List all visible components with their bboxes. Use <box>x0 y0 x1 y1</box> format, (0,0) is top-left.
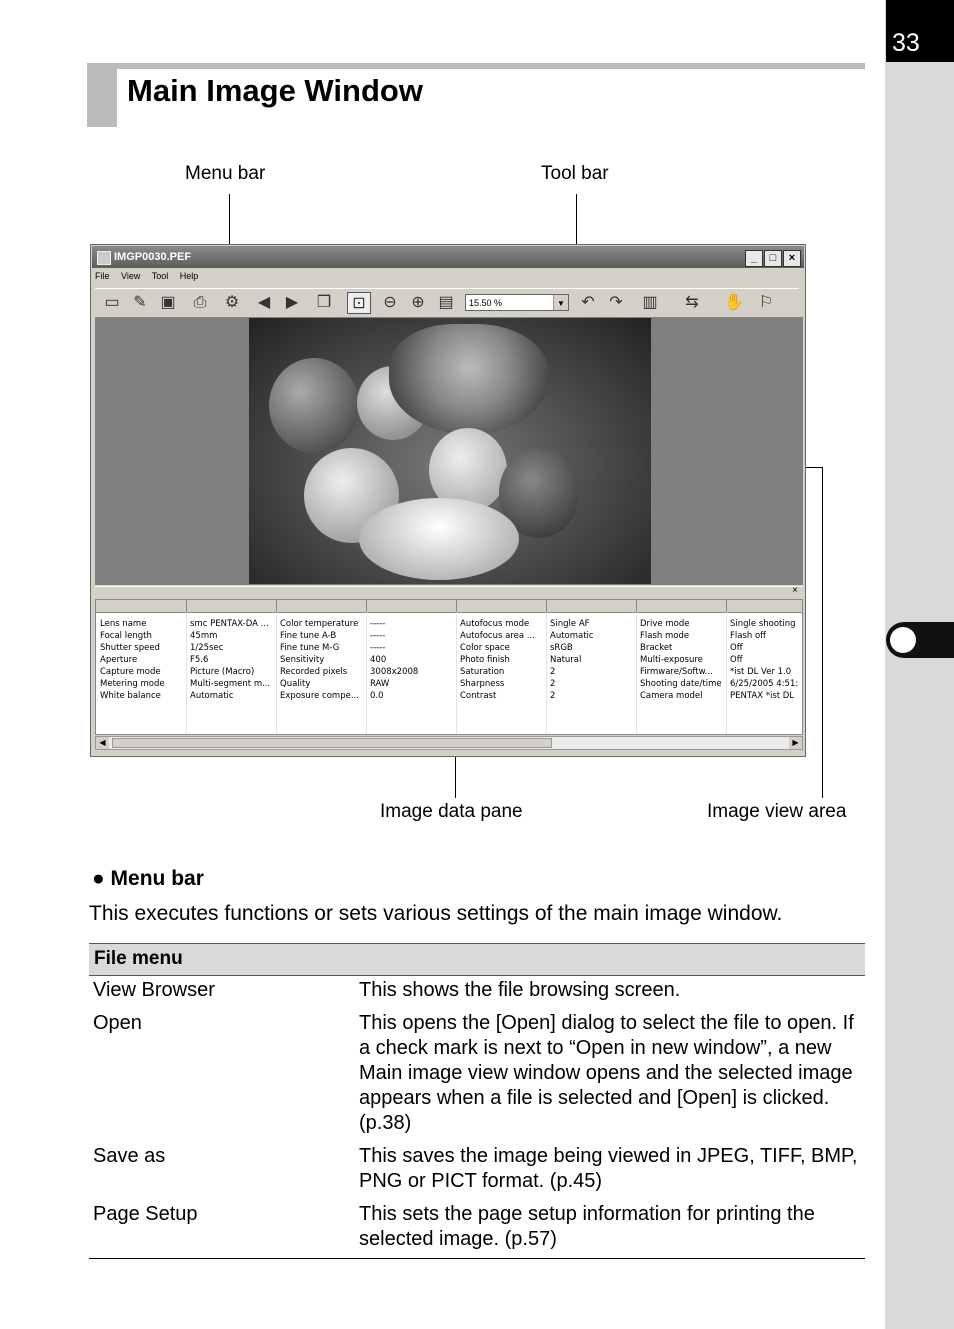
browser-icon[interactable]: ▭ <box>104 294 120 311</box>
data-cell: Picture (Macro) <box>190 667 255 677</box>
table-row <box>89 1144 865 1202</box>
desc-save-as: This saves the image being viewed in JPEG, TIFF, BMP, PNG or PICT format. (p.45) <box>359 1145 858 1192</box>
data-cell: Lens name <box>100 619 147 629</box>
help-icon[interactable]: ⚐ <box>758 294 774 311</box>
data-cell: Photo finish <box>460 655 510 665</box>
rotate-left-icon[interactable]: ↶ <box>581 294 595 311</box>
data-cell: Off <box>730 643 743 653</box>
print-icon[interactable]: ⎙ <box>193 294 207 311</box>
data-row <box>96 690 802 702</box>
section-heading-text: Menu bar <box>110 867 204 890</box>
window-title: IMGP0030.PEF <box>114 251 192 263</box>
desc-view-browser: This shows the file browsing screen. <box>359 979 681 1001</box>
data-cell: 2 <box>550 691 556 701</box>
data-cell: Fine tune A-B <box>280 631 337 641</box>
main-image-window <box>90 244 806 757</box>
side-strip <box>885 0 954 1329</box>
term-page-setup: Page Setup <box>93 1203 198 1225</box>
tool-bar <box>95 288 799 318</box>
data-grid <box>96 618 802 702</box>
data-cell: Camera model <box>640 691 703 701</box>
data-cell: RAW <box>370 679 390 689</box>
chapter-tab <box>886 622 954 658</box>
data-cell: 0.0 <box>370 691 384 701</box>
title-rule <box>87 63 865 69</box>
fit-window-icon[interactable]: ⊡ <box>347 292 371 314</box>
term-save-as: Save as <box>93 1145 166 1167</box>
horizontal-scrollbar[interactable] <box>95 736 803 750</box>
data-cell: F5.6 <box>190 655 209 665</box>
data-row <box>96 642 802 654</box>
image-data-pane <box>95 599 803 735</box>
actual-size-icon[interactable]: ▤ <box>438 294 454 311</box>
data-cell: Shooting date/time <box>640 679 722 689</box>
desc-page-setup: This sets the page setup information for printing the selected image. (p.57) <box>359 1203 815 1250</box>
data-cell: 400 <box>370 655 387 665</box>
image-view-area[interactable] <box>95 317 803 585</box>
menu-bar <box>95 271 207 285</box>
data-cell: Multi-exposure <box>640 655 703 665</box>
data-cell: PENTAX *ist DL <box>730 691 795 701</box>
previous-icon[interactable]: ◀ <box>257 294 271 311</box>
table-row <box>89 976 865 1011</box>
section-heading <box>92 867 204 891</box>
data-cell: Aperture <box>100 655 138 665</box>
app-icon <box>97 251 111 265</box>
table-header: File menu <box>89 943 865 976</box>
callout-menu-bar: Menu bar <box>185 163 266 184</box>
display-mode-icon[interactable]: ▥ <box>642 294 658 311</box>
data-cell: Capture mode <box>100 667 161 677</box>
settings-icon[interactable]: ⚙ <box>224 294 240 311</box>
data-row <box>96 654 802 666</box>
data-pane-header <box>96 600 802 613</box>
menu-tool[interactable]: Tool <box>151 271 169 281</box>
zoom-out-icon[interactable]: ⊖ <box>383 294 397 311</box>
callout-line-view-area-v <box>822 467 823 798</box>
section-intro: This executes functions or sets various settings of the main image window. <box>89 902 783 925</box>
table-row <box>89 1202 865 1259</box>
grapes-shape <box>389 324 549 434</box>
pane-splitter[interactable] <box>95 586 803 600</box>
chapter-tab-dot <box>890 627 916 653</box>
open-icon[interactable]: ✎ <box>133 294 147 311</box>
apple-shape <box>269 358 359 453</box>
data-cell: Autofocus mode <box>460 619 530 629</box>
maximize-icon[interactable]: □ <box>764 250 782 267</box>
callout-image-data-pane: Image data pane <box>380 801 523 822</box>
data-cell: 3008x2008 <box>370 667 419 677</box>
table-row <box>89 1011 865 1144</box>
data-cell: *ist DL Ver 1.0 <box>730 667 792 677</box>
data-cell: Contrast <box>460 691 497 701</box>
data-cell: Sharpness <box>460 679 505 689</box>
scroll-right-icon[interactable]: ▶ <box>789 737 802 749</box>
data-cell: Flash mode <box>640 631 690 641</box>
data-cell: 45mm <box>190 631 218 641</box>
data-cell: Automatic <box>190 691 234 701</box>
data-row <box>96 630 802 642</box>
next-icon[interactable]: ▶ <box>285 294 299 311</box>
menu-view[interactable]: View <box>121 271 141 281</box>
data-row <box>96 666 802 678</box>
data-cell: 1/25sec <box>190 643 224 653</box>
scroll-left-icon[interactable]: ◀ <box>96 737 109 749</box>
file-menu-table <box>89 943 865 1259</box>
data-cell: Color space <box>460 643 510 653</box>
close-pane-icon[interactable]: × <box>792 585 798 596</box>
data-cell: 2 <box>550 667 556 677</box>
data-cell: smc PENTAX-DA ... <box>190 619 269 629</box>
data-cell: 2 <box>550 679 556 689</box>
minimize-icon[interactable]: _ <box>745 250 763 267</box>
multi-window-icon[interactable]: ❐ <box>316 294 332 311</box>
page-title: Main Image Window <box>127 73 423 108</box>
melon-shape <box>359 498 519 580</box>
data-cell: Exposure compe... <box>280 691 359 701</box>
scroll-thumb[interactable] <box>112 738 552 748</box>
title-block <box>87 63 117 127</box>
data-row <box>96 618 802 630</box>
zoom-value: 15.50 % <box>469 298 503 308</box>
data-cell: Autofocus area ... <box>460 631 535 641</box>
data-cell: Automatic <box>550 631 594 641</box>
data-cell: Drive mode <box>640 619 690 629</box>
chevron-down-icon[interactable]: ▼ <box>553 295 568 310</box>
term-open: Open <box>93 1012 142 1034</box>
hand-tool-icon[interactable]: ✋ <box>724 294 744 311</box>
menu-help[interactable]: Help <box>179 271 199 281</box>
data-cell: Fine tune M-G <box>280 643 340 653</box>
data-cell: Single shooting <box>730 619 796 629</box>
desc-open: This opens the [Open] dialog to select the file to open. If a check mark is next to “Open in new window”, a new Main image view window opens and the selected image appears when a file is selected and [Open] is clicked. (p.38) <box>359 1012 854 1134</box>
data-cell: Focal length <box>100 631 152 641</box>
data-cell: Flash off <box>730 631 767 641</box>
data-cell: Recorded pixels <box>280 667 348 677</box>
zoom-select[interactable] <box>465 294 569 311</box>
data-cell: Bracket <box>640 643 673 653</box>
close-icon[interactable]: × <box>783 250 801 267</box>
data-cell: Metering mode <box>100 679 165 689</box>
data-cell: ----- <box>370 643 386 653</box>
flip-icon[interactable]: ⇆ <box>685 294 699 311</box>
data-cell: ----- <box>370 631 386 641</box>
bullet-icon: ● <box>92 867 105 890</box>
data-cell: Sensitivity <box>280 655 325 665</box>
fruit-photo <box>249 318 651 584</box>
callout-tool-bar: Tool bar <box>541 163 609 184</box>
data-cell: White balance <box>100 691 161 701</box>
menu-file[interactable]: File <box>95 271 110 281</box>
data-cell: 6/25/2005 4:51: <box>730 679 799 689</box>
data-cell: sRGB <box>550 643 573 653</box>
window-titlebar <box>92 246 804 268</box>
rotate-right-icon[interactable]: ↷ <box>609 294 623 311</box>
data-cell: Off <box>730 655 743 665</box>
save-icon[interactable]: ▣ <box>160 294 176 311</box>
data-cell: Multi-segment m... <box>190 679 271 689</box>
data-cell: Shutter speed <box>100 643 160 653</box>
data-cell: Color temperature <box>280 619 359 629</box>
term-view-browser: View Browser <box>93 979 215 1001</box>
data-cell: Single AF <box>550 619 590 629</box>
page-number: 33 <box>886 0 954 62</box>
data-row <box>96 678 802 690</box>
data-cell: ----- <box>370 619 386 629</box>
data-cell: Quality <box>280 679 311 689</box>
data-cell: Firmware/Softw... <box>640 667 713 677</box>
data-cell: Natural <box>550 655 582 665</box>
data-cell: Saturation <box>460 667 505 677</box>
zoom-in-icon[interactable]: ⊕ <box>411 294 425 311</box>
callout-image-view-area: Image view area <box>707 801 847 822</box>
